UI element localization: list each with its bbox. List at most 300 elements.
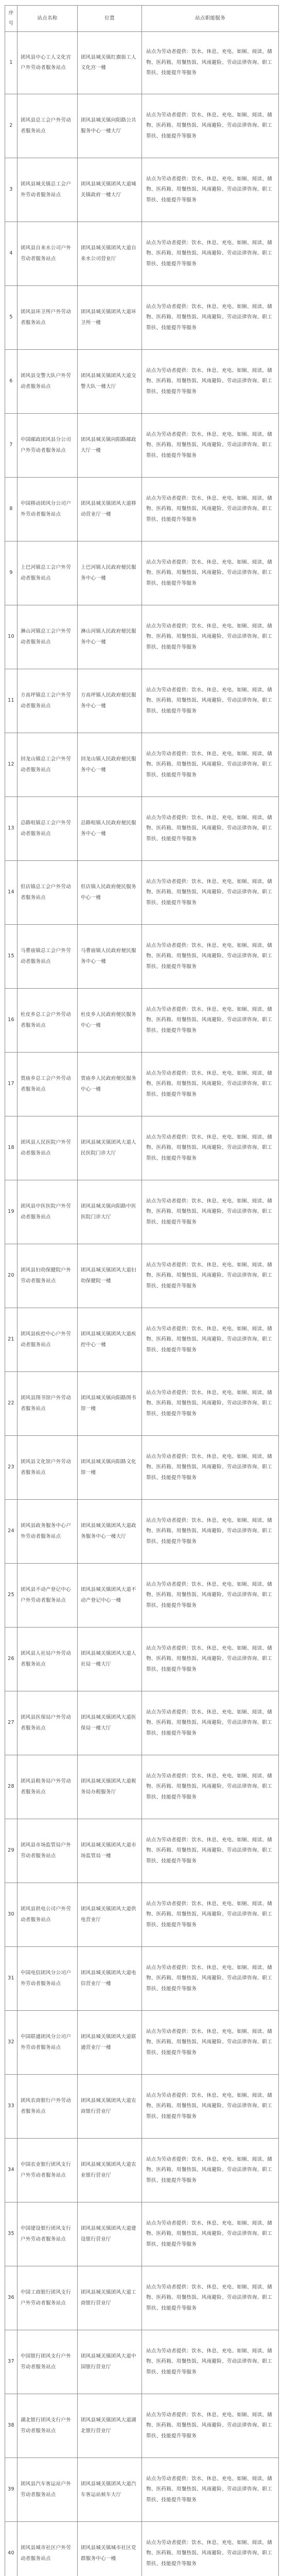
- station-location-cell: [78, 350, 142, 414]
- table-row: [5, 2394, 279, 2458]
- station-name: 团风县政务服务中心户外劳动者服务站点: [21, 1523, 72, 1539]
- row-number: 33: [8, 2103, 14, 2109]
- station-services-cell: [142, 2266, 279, 2330]
- station-services-cell: [142, 2202, 279, 2266]
- table-header-row: [5, 6, 279, 32]
- table-row: [5, 1500, 279, 1564]
- station-name: 杜皮乡总工会户外劳动者服务站点: [21, 1012, 72, 1028]
- station-location: 杜皮乡人民政府便民服务中心一楼: [81, 1012, 136, 1028]
- station-location-cell: [78, 605, 142, 669]
- station-location: 上巴河镇人民政府便民服务中心一楼: [81, 565, 136, 581]
- station-location-cell: [78, 1883, 142, 1947]
- station-name-cell: [17, 350, 78, 414]
- station-services-cell: [142, 32, 279, 94]
- station-services: 站点为劳动者提供：饮水、休息、充电、如厕、阅读、储物、医药箱、用餐热饭、风雨避险、劳动法律咨询、职工帮扶、技能提升等服务: [146, 2476, 273, 2503]
- table-row: [5, 1564, 279, 1628]
- row-number-cell: [5, 2522, 17, 2576]
- station-name: 团风县交警大队户外劳动者服务站点: [21, 373, 72, 389]
- row-number-cell: [5, 2011, 17, 2075]
- station-services-cell: [142, 1053, 279, 1116]
- station-name-cell: [17, 2330, 78, 2394]
- station-location: 团风县城关镇团风大道电信营业厅一楼: [81, 1970, 136, 1987]
- station-name: 回龙山镇总工会户外劳动者服务站点: [21, 756, 72, 773]
- row-number-cell: [5, 2139, 17, 2202]
- row-number: 24: [8, 1528, 14, 1534]
- station-name-cell: [17, 925, 78, 989]
- table-row: [5, 669, 279, 733]
- table-row: [5, 2011, 279, 2075]
- station-name: 团风县城市社区户外劳动者服务站点: [21, 2545, 72, 2562]
- station-services-cell: [142, 2075, 279, 2139]
- station-name-cell: [17, 2394, 78, 2458]
- row-number: 9: [9, 570, 13, 576]
- table-row: [5, 1947, 279, 2011]
- station-services-cell: [142, 1244, 279, 1308]
- station-location: 团风县城关镇团风大道移动营业厅一楼: [81, 501, 136, 517]
- station-services: 站点为劳动者提供：饮水、休息、充电、如厕、阅读、储物、医药箱、用餐热饭、风雨避险、劳动法律咨询、职工帮扶、技能提升等服务: [146, 623, 273, 650]
- station-location: 团风县城关镇团风大道中国银行营业厅: [81, 2353, 136, 2370]
- table-row: [5, 414, 279, 478]
- station-name: 团风农商银行户外劳动者服务站点: [21, 2098, 72, 2114]
- table-row: [5, 286, 279, 350]
- station-services: 站点为劳动者提供：饮水、休息、充电、如厕、阅读、储物、医药箱、用餐热饭、风雨避险、劳动法律咨询、职工帮扶、技能提升等服务: [146, 1709, 273, 1736]
- station-location: 团风县城关镇团风大道医保局一楼大厅: [81, 1715, 136, 1731]
- station-name-cell: [17, 1180, 78, 1244]
- row-number: 8: [9, 506, 13, 512]
- table-row: [5, 1244, 279, 1308]
- table-row: [5, 94, 279, 158]
- station-services: 站点为劳动者提供：饮水、休息、充电、如厕、阅读、储物、医药箱、用餐热饭、风雨避险、劳动法律咨询、职工帮扶、技能提升等服务: [146, 1581, 273, 1608]
- station-name-cell: [17, 1947, 78, 2011]
- station-services-cell: [142, 1947, 279, 2011]
- station-name: 总路咀镇总工会户外劳动者服务站点: [21, 820, 72, 837]
- station-location-cell: [78, 1755, 142, 1819]
- station-services-cell: [142, 1564, 279, 1628]
- station-location: 贾庙乡人民政府便民服务中心一楼: [81, 1076, 136, 1092]
- station-name: 团风县医保局户外劳动者服务站点: [21, 1715, 72, 1731]
- station-name-cell: [17, 1372, 78, 1436]
- station-location: 淋山河镇人民政府便民服务中心一楼: [81, 629, 136, 645]
- table-row: [5, 2522, 279, 2576]
- station-name: 团风县图书馆户外劳动者服务站点: [21, 1395, 72, 1412]
- row-number-cell: [5, 2330, 17, 2394]
- station-location: 团风县城关镇向阳路公共服务中心一楼大厅: [81, 117, 136, 134]
- station-services-cell: [142, 1500, 279, 1564]
- station-location: 团风县城关镇团风大道交警大队一楼大厅: [81, 373, 136, 389]
- station-name-cell: [17, 1819, 78, 1883]
- station-services-cell: [142, 925, 279, 989]
- row-number-cell: [5, 2202, 17, 2266]
- row-number-cell: [5, 414, 17, 478]
- station-services-cell: [142, 605, 279, 669]
- station-location: 团风县城关镇城市社区党群服务中心一楼: [81, 2545, 136, 2562]
- table-row: [5, 1436, 279, 1500]
- row-number-cell: [5, 286, 17, 350]
- station-location: 方高坪镇人民政府便民服务中心一楼: [81, 692, 136, 709]
- station-services-cell: [142, 2011, 279, 2075]
- station-name-cell: [17, 989, 78, 1053]
- table-row: [5, 32, 279, 94]
- station-location-cell: [78, 1308, 142, 1372]
- station-name-cell: [17, 605, 78, 669]
- row-number: 39: [8, 2486, 14, 2493]
- row-number: 11: [8, 698, 14, 704]
- station-name-cell: [17, 414, 78, 478]
- station-name-cell: [17, 222, 78, 286]
- station-services-cell: [142, 2139, 279, 2202]
- table-row: [5, 2458, 279, 2522]
- station-services: 站点为劳动者提供：饮水、休息、充电、如厕、阅读、储物、医药箱、用餐热饭、风雨避险、劳动法律咨询、职工帮扶、技能提升等服务: [146, 367, 273, 395]
- station-location-cell: [78, 861, 142, 925]
- station-location: 团风县城关镇向阳路文化馆一楼: [81, 1459, 136, 1476]
- table-row: [5, 733, 279, 797]
- header-scope: 站点职能服务: [142, 6, 279, 32]
- row-number: 37: [8, 2359, 14, 2365]
- table-row: [5, 1180, 279, 1244]
- row-number: 6: [9, 378, 13, 384]
- station-location-cell: [78, 2394, 142, 2458]
- station-location-cell: [78, 1819, 142, 1883]
- station-name-cell: [17, 1564, 78, 1628]
- station-services: 站点为劳动者提供：饮水、休息、充电、如厕、阅读、储物、医药箱、用餐热饭、风雨避险、劳动法律咨询、职工帮扶、技能提升等服务: [146, 240, 273, 267]
- station-services-cell: [142, 2458, 279, 2522]
- row-number-cell: [5, 541, 17, 605]
- station-location-cell: [78, 414, 142, 478]
- station-name: 团风县总工会户外劳动者服务站点: [21, 117, 72, 134]
- row-number: 36: [8, 2295, 14, 2301]
- row-number: 30: [8, 1911, 14, 1918]
- station-services-cell: [142, 222, 279, 286]
- station-name: 团风县供电公司户外劳动者服务站点: [21, 1906, 72, 1923]
- station-services-cell: [142, 733, 279, 797]
- station-location: 团风县城关镇团风大道人社局一楼大厅: [81, 1651, 136, 1667]
- station-services-cell: [142, 1755, 279, 1819]
- station-name-cell: [17, 733, 78, 797]
- station-name-cell: [17, 2011, 78, 2075]
- header-num: 序号: [5, 6, 17, 32]
- station-name: 团风县税务局户外劳动者服务站点: [21, 1778, 72, 1795]
- station-services: 站点为劳动者提供：饮水、休息、充电、如厕、阅读、储物、医药箱、用餐热饭、风雨避险、劳动法律咨询、职工帮扶、技能提升等服务: [146, 815, 273, 842]
- row-number-cell: [5, 1564, 17, 1628]
- row-number: 23: [8, 1464, 14, 1470]
- row-number-cell: [5, 733, 17, 797]
- table-row: [5, 861, 279, 925]
- station-location-cell: [78, 1436, 142, 1500]
- station-services: 站点为劳动者提供：饮水、休息、充电、如厕、阅读、储物、医药箱、用餐热饭、风雨避险、劳动法律咨询、职工帮扶、技能提升等服务: [146, 176, 273, 203]
- station-services: 站点为劳动者提供：饮水、休息、充电、如厕、阅读、储物、医药箱、用餐热饭、风雨避险、劳动法律咨询、职工帮扶、技能提升等服务: [146, 942, 273, 970]
- row-number: 2: [9, 123, 13, 129]
- station-location: 团风县城关镇团风大道农商银行营业厅: [81, 2098, 136, 2114]
- station-name-cell: [17, 1500, 78, 1564]
- station-location-cell: [78, 1500, 142, 1564]
- station-name: 方高坪镇总工会户外劳动者服务站点: [21, 692, 72, 709]
- row-number-cell: [5, 605, 17, 669]
- station-location: 团风县城关镇红旗街工人文化宫一楼: [81, 54, 136, 71]
- station-services-cell: [142, 861, 279, 925]
- row-number-cell: [5, 478, 17, 541]
- station-name: 中国工商银行团风支行户外劳动者服务站点: [21, 2290, 72, 2306]
- station-location: 团风县城关镇团风大道政务服务中心一楼大厅: [81, 1523, 136, 1539]
- table-row: [5, 350, 279, 414]
- station-name-cell: [17, 286, 78, 350]
- table-row: [5, 1053, 279, 1116]
- station-name-cell: [17, 1628, 78, 1691]
- row-number: 20: [8, 1273, 14, 1279]
- station-location: 但店镇人民政府便民服务中心一楼: [81, 884, 136, 901]
- table-row: [5, 605, 279, 669]
- station-services-cell: [142, 797, 279, 861]
- row-number-cell: [5, 1500, 17, 1564]
- station-services: 站点为劳动者提供：饮水、休息、充电、如厕、阅读、储物、医药箱、用餐热饭、风雨避险、劳动法律咨询、职工帮扶、技能提升等服务: [146, 1645, 273, 1672]
- station-name-cell: [17, 2075, 78, 2139]
- station-location: 团风县城关镇团风大道市场监管局一楼: [81, 1842, 136, 1859]
- station-location: 团风县城关镇向阳路中医医院门诊大厅: [81, 1204, 136, 1220]
- station-location-cell: [78, 1628, 142, 1691]
- table-row: [5, 989, 279, 1053]
- row-number-cell: [5, 1755, 17, 1819]
- station-name: 中国联通团风分公司户外劳动者服务站点: [21, 2034, 72, 2050]
- row-number-cell: [5, 1628, 17, 1691]
- station-location: 团风县城关镇团风大道妇幼保健院一楼: [81, 1267, 136, 1284]
- station-location-cell: [78, 989, 142, 1053]
- station-name: 团风县疾控中心户外劳动者服务站点: [21, 1331, 72, 1348]
- table-row: [5, 1883, 279, 1947]
- station-services: 站点为劳动者提供：饮水、休息、充电、如厕、阅读、储物、医药箱、用餐热饭、风雨避险、劳动法律咨询、职工帮扶、技能提升等服务: [146, 1006, 273, 1033]
- station-services: 站点为劳动者提供：饮水、休息、充电、如厕、阅读、储物、医药箱、用餐热饭、风雨避险、劳动法律咨询、职工帮扶、技能提升等服务: [146, 1326, 273, 1353]
- row-number: 1: [9, 59, 13, 65]
- station-location: 团风县城关镇团风大道环卫所一楼: [81, 309, 136, 326]
- station-name-cell: [17, 2202, 78, 2266]
- station-location-cell: [78, 2458, 142, 2522]
- station-name: 湖北银行团风支行户外劳动者服务站点: [21, 2417, 72, 2434]
- row-number: 40: [8, 2550, 14, 2556]
- station-name: 团风县人民医院户外劳动者服务站点: [21, 1140, 72, 1156]
- station-services: 站点为劳动者提供：饮水、休息、充电、如厕、阅读、储物、医药箱、用餐热饭、风雨避险、劳动法律咨询、职工帮扶、技能提升等服务: [146, 1198, 273, 1225]
- row-number: 27: [8, 1720, 14, 1726]
- station-location: 团风县城关镇团风大道自来水公司营业厅: [81, 245, 136, 262]
- station-location-cell: [78, 2075, 142, 2139]
- station-name: 团风县自来水公司户外劳动者服务站点: [21, 245, 72, 262]
- table-row: [5, 2075, 279, 2139]
- station-name: 中国农业银行团风支行户外劳动者服务站点: [21, 2162, 72, 2178]
- station-location: 团风县城关镇团风大道人民医院门诊大厅: [81, 1140, 136, 1156]
- station-services-cell: [142, 286, 279, 350]
- row-number-cell: [5, 222, 17, 286]
- table-row: [5, 925, 279, 989]
- station-services: 站点为劳动者提供：饮水、休息、充电、如厕、阅读、储物、医药箱、用餐热饭、风雨避险、劳动法律咨询、职工帮扶、技能提升等服务: [146, 1134, 273, 1161]
- row-number-cell: [5, 32, 17, 94]
- row-number: 19: [8, 1209, 14, 1215]
- station-services: 站点为劳动者提供：饮水、休息、充电、如厕、阅读、储物、医药箱、用餐热饭、风雨避险、劳动法律咨询、职工帮扶、技能提升等服务: [146, 878, 273, 906]
- station-location: 团风县城关镇团风大道联通营业厅一楼: [81, 2034, 136, 2050]
- table-row: [5, 1819, 279, 1883]
- station-location-cell: [78, 2522, 142, 2576]
- station-services: 站点为劳动者提供：饮水、休息、充电、如厕、阅读、储物、医药箱、用餐热饭、风雨避险、劳动法律咨询、职工帮扶、技能提升等服务: [146, 49, 273, 76]
- row-number-cell: [5, 1372, 17, 1436]
- station-services: 站点为劳动者提供：饮水、休息、充电、如厕、阅读、储物、医药箱、用餐热饭、风雨避险、劳动法律咨询、职工帮扶、技能提升等服务: [146, 687, 273, 714]
- station-location: 团风县城关镇向阳路邮政大厅一楼: [81, 437, 136, 453]
- row-number: 22: [8, 1400, 14, 1406]
- row-number: 14: [8, 889, 14, 895]
- station-location-cell: [78, 1244, 142, 1308]
- row-number-cell: [5, 2458, 17, 2522]
- station-name: 上巴河镇总工会户外劳动者服务站点: [21, 565, 72, 581]
- row-number-cell: [5, 1883, 17, 1947]
- station-location: 马曹庙镇人民政府便民服务中心一楼: [81, 948, 136, 964]
- row-number-cell: [5, 797, 17, 861]
- station-location: 总路咀镇人民政府便民服务中心一楼: [81, 820, 136, 837]
- station-services: 站点为劳动者提供：饮水、休息、充电、如厕、阅读、储物、医药箱、用餐热饭、风雨避险、劳动法律咨询、职工帮扶、技能提升等服务: [146, 2220, 273, 2247]
- station-name: 团风县不动产登记中心户外劳动者服务站点: [21, 1587, 72, 1603]
- station-services-cell: [142, 158, 279, 222]
- station-location-cell: [78, 2266, 142, 2330]
- station-services: 站点为劳动者提供：饮水、休息、充电、如厕、阅读、储物、医药箱、用餐热饭、风雨避险、劳动法律咨询、职工帮扶、技能提升等服务: [146, 1453, 273, 1481]
- station-services: 站点为劳动者提供：饮水、休息、充电、如厕、阅读、储物、医药箱、用餐热饭、风雨避险、劳动法律咨询、职工帮扶、技能提升等服务: [146, 1964, 273, 1992]
- row-number: 32: [8, 2039, 14, 2045]
- station-name: 团风县妇幼保健院户外劳动者服务站点: [21, 1267, 72, 1284]
- station-name: 中国移动团风分公司户外劳动者服务站点: [21, 501, 72, 517]
- station-services: 站点为劳动者提供：饮水、休息、充电、如厕、阅读、储物、医药箱、用餐热饭、风雨避险、劳动法律咨询、职工帮扶、技能提升等服务: [146, 559, 273, 586]
- station-location-cell: [78, 1180, 142, 1244]
- station-services: 站点为劳动者提供：饮水、休息、充电、如厕、阅读、储物、医药箱、用餐热饭、风雨避险、劳动法律咨询、职工帮扶、技能提升等服务: [146, 751, 273, 778]
- station-services-cell: [142, 1436, 279, 1500]
- station-location-cell: [78, 222, 142, 286]
- station-services-cell: [142, 2394, 279, 2458]
- row-number: 28: [8, 1784, 14, 1790]
- station-name: 团风县城关镇总工会户外劳动者服务站点: [21, 181, 72, 198]
- station-services: 站点为劳动者提供：饮水、休息、充电、如厕、阅读、储物、医药箱、用餐热饭、风雨避险、劳动法律咨询、职工帮扶、技能提升等服务: [146, 431, 273, 459]
- station-name: 团风县汽车客运站户外劳动者服务站点: [21, 2481, 72, 2498]
- station-location-cell: [78, 32, 142, 94]
- station-services-cell: [142, 478, 279, 541]
- station-name-cell: [17, 1308, 78, 1372]
- station-services-cell: [142, 350, 279, 414]
- row-number: 21: [8, 1336, 14, 1343]
- station-name: 团风县中医医院户外劳动者服务站点: [21, 1204, 72, 1220]
- station-services: 站点为劳动者提供：饮水、休息、充电、如厕、阅读、储物、医药箱、用餐热饭、风雨避险、劳动法律咨询、职工帮扶、技能提升等服务: [146, 1262, 273, 1289]
- row-number-cell: [5, 350, 17, 414]
- row-number-cell: [5, 158, 17, 222]
- station-location: 团风县城关镇团风大道建设银行营业厅: [81, 2226, 136, 2242]
- row-number-cell: [5, 1819, 17, 1883]
- station-location-cell: [78, 158, 142, 222]
- station-name-cell: [17, 2139, 78, 2202]
- header-name: 站点名称: [17, 6, 78, 32]
- row-number-cell: [5, 2394, 17, 2458]
- station-location-cell: [78, 541, 142, 605]
- row-number-cell: [5, 1436, 17, 1500]
- station-location-cell: [78, 286, 142, 350]
- station-location: 团风县城关镇团风大道农业银行营业厅: [81, 2162, 136, 2178]
- row-number: 34: [8, 2167, 14, 2173]
- table-row: [5, 1372, 279, 1436]
- station-name: 但店镇总工会户外劳动者服务站点: [21, 884, 72, 901]
- station-services: 站点为劳动者提供：饮水、休息、充电、如厕、阅读、储物、医药箱、用餐热饭、风雨避险、劳动法律咨询、职工帮扶、技能提升等服务: [146, 1517, 273, 1545]
- station-name: 中国建设银行团风支行户外劳动者服务站点: [21, 2226, 72, 2242]
- row-number: 26: [8, 1656, 14, 1662]
- table-row: [5, 1308, 279, 1372]
- station-name-cell: [17, 2522, 78, 2576]
- station-table: [5, 5, 279, 2576]
- station-services: 站点为劳动者提供：饮水、休息、充电、如厕、阅读、储物、医药箱、用餐热饭、风雨避险、劳动法律咨询、职工帮扶、技能提升等服务: [146, 1070, 273, 1097]
- station-services-cell: [142, 414, 279, 478]
- row-number-cell: [5, 1180, 17, 1244]
- row-number-cell: [5, 1308, 17, 1372]
- station-location: 团风县城关镇团风大道不动产登记中心一楼: [81, 1587, 136, 1603]
- row-number: 3: [9, 187, 13, 193]
- row-number: 7: [9, 442, 13, 448]
- station-name-cell: [17, 1436, 78, 1500]
- station-location: 团风县城关镇团风大道工商银行营业厅: [81, 2290, 136, 2306]
- station-name: 中国电信团风分公司户外劳动者服务站点: [21, 1970, 72, 1987]
- row-number: 25: [8, 1592, 14, 1598]
- station-name-cell: [17, 2458, 78, 2522]
- station-name-cell: [17, 797, 78, 861]
- station-name-cell: [17, 2266, 78, 2330]
- station-name-cell: [17, 1755, 78, 1819]
- station-services: 站点为劳动者提供：饮水、休息、充电、如厕、阅读、储物、医药箱、用餐热饭、风雨避险、劳动法律咨询、职工帮扶、技能提升等服务: [146, 1901, 273, 1928]
- station-services-cell: [142, 1819, 279, 1883]
- row-number-cell: [5, 1947, 17, 2011]
- station-services: 站点为劳动者提供：饮水、休息、充电、如厕、阅读、储物、医药箱、用餐热饭、风雨避险、劳动法律咨询、职工帮扶、技能提升等服务: [146, 2539, 273, 2567]
- station-services: 站点为劳动者提供：饮水、休息、充电、如厕、阅读、储物、医药箱、用餐热饭、风雨避险、劳动法律咨询、职工帮扶、技能提升等服务: [146, 2092, 273, 2120]
- row-number-cell: [5, 1691, 17, 1755]
- row-number-cell: [5, 989, 17, 1053]
- station-location-cell: [78, 2139, 142, 2202]
- station-name-cell: [17, 1053, 78, 1116]
- station-location-cell: [78, 478, 142, 541]
- station-name-cell: [17, 1116, 78, 1180]
- station-services: 站点为劳动者提供：饮水、休息、充电、如厕、阅读、储物、医药箱、用餐热饭、风雨避险、劳动法律咨询、职工帮扶、技能提升等服务: [146, 2156, 273, 2183]
- station-location: 团风县城关镇团风大道供电营业厅: [81, 1906, 136, 1923]
- table-row: [5, 2202, 279, 2266]
- station-location-cell: [78, 1947, 142, 2011]
- station-location: 回龙山镇人民政府便民服务中心一楼: [81, 756, 136, 773]
- station-services-cell: [142, 94, 279, 158]
- station-services-cell: [142, 1116, 279, 1180]
- station-services: 站点为劳动者提供：饮水、休息、充电、如厕、阅读、储物、医药箱、用餐热饭、风雨避险、劳动法律咨询、职工帮扶、技能提升等服务: [146, 495, 273, 522]
- station-services: 站点为劳动者提供：饮水、休息、充电、如厕、阅读、储物、医药箱、用餐热饭、风雨避险、劳动法律咨询、职工帮扶、技能提升等服务: [146, 1389, 273, 1417]
- station-services: 站点为劳动者提供：饮水、休息、充电、如厕、阅读、储物、医药箱、用餐热饭、风雨避险、劳动法律咨询、职工帮扶、技能提升等服务: [146, 112, 273, 139]
- row-number-cell: [5, 2266, 17, 2330]
- station-name: 中国银行团风支行户外劳动者服务站点: [21, 2353, 72, 2370]
- table-row: [5, 478, 279, 541]
- header-location: 位置: [78, 6, 142, 32]
- station-location-cell: [78, 669, 142, 733]
- station-name: 团风县环卫所户外劳动者服务站点: [21, 309, 72, 326]
- station-name: 团风县人社局户外劳动者服务站点: [21, 1651, 72, 1667]
- station-location-cell: [78, 733, 142, 797]
- table-row: [5, 1628, 279, 1691]
- station-location-cell: [78, 2011, 142, 2075]
- station-services: 站点为劳动者提供：饮水、休息、充电、如厕、阅读、储物、医药箱、用餐热饭、风雨避险、劳动法律咨询、职工帮扶、技能提升等服务: [146, 2412, 273, 2439]
- station-location-cell: [78, 797, 142, 861]
- row-number-cell: [5, 1116, 17, 1180]
- station-location-cell: [78, 1691, 142, 1755]
- station-location: 团风县城关镇团风大道城关镇政府一楼大厅: [81, 181, 136, 198]
- station-location: 团风县城关镇团风大道疾控中心一楼: [81, 1331, 136, 1348]
- station-services-cell: [142, 1372, 279, 1436]
- row-number: 15: [8, 953, 14, 959]
- station-name: 贾庙乡总工会户外劳动者服务站点: [21, 1076, 72, 1092]
- station-services: 站点为劳动者提供：饮水、休息、充电、如厕、阅读、储物、医药箱、用餐热饭、风雨避险、劳动法律咨询、职工帮扶、技能提升等服务: [146, 1837, 273, 1864]
- station-name: 马曹庙镇总工会户外劳动者服务站点: [21, 948, 72, 964]
- row-number: 16: [8, 1017, 14, 1023]
- station-services: 站点为劳动者提供：饮水、休息、充电、如厕、阅读、储物、医药箱、用餐热饭、风雨避险、劳动法律咨询、职工帮扶、技能提升等服务: [146, 2348, 273, 2375]
- station-name: 团风县市场监管局户外劳动者服务站点: [21, 1842, 72, 1859]
- row-number: 12: [8, 761, 14, 768]
- station-services-cell: [142, 1691, 279, 1755]
